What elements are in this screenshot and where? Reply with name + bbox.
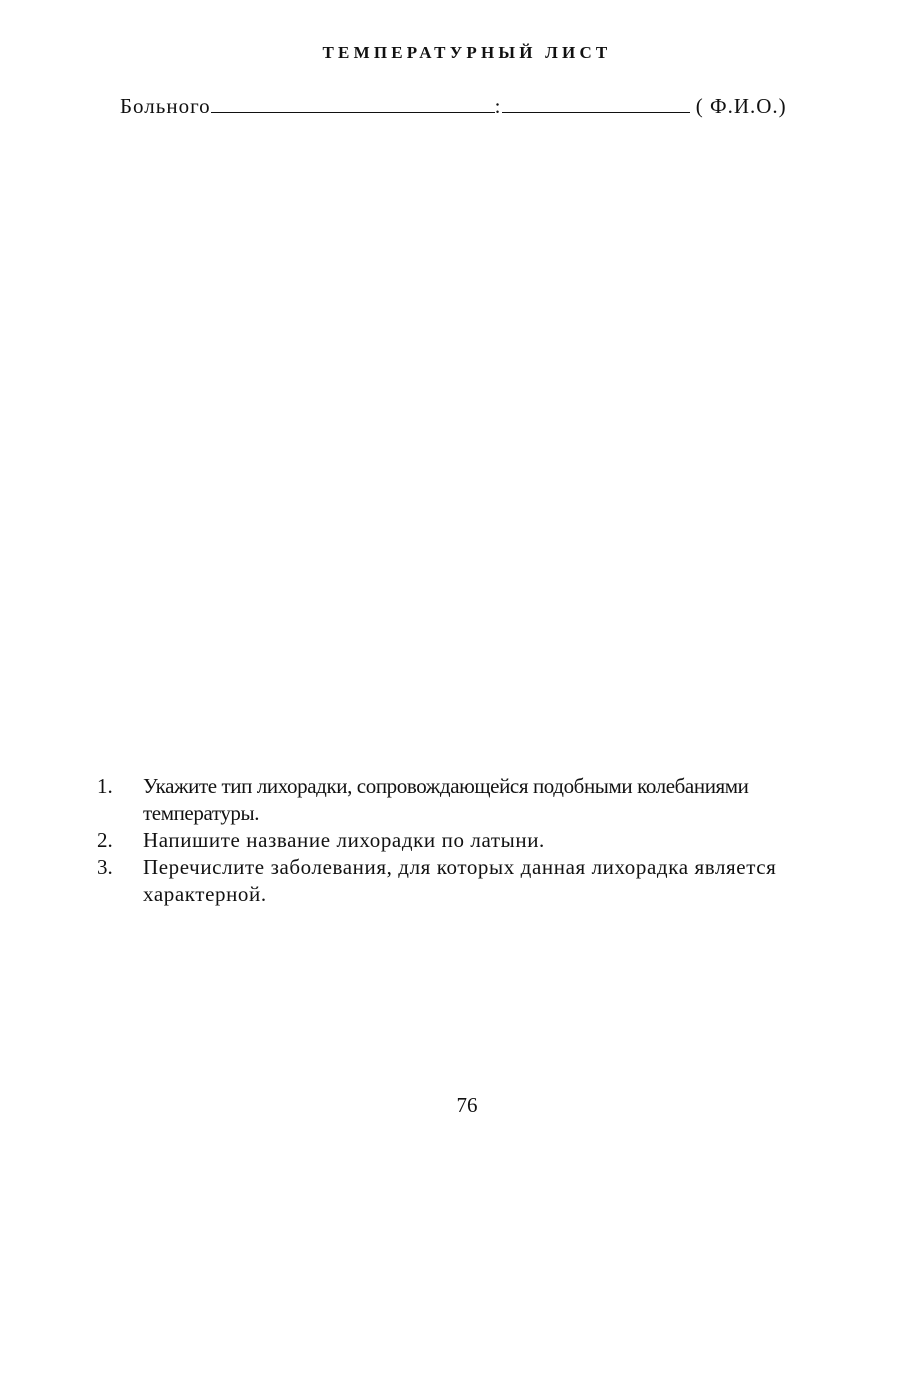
patient-label: Больного (120, 94, 211, 118)
patient-suffix: ( Ф.И.О.) (695, 94, 787, 118)
question-text: Перечислите заболевания, для которых данная лихорадка является характерной. (143, 855, 777, 906)
question-number: 2. (97, 828, 113, 852)
question-list (97, 773, 837, 908)
list-item (97, 827, 837, 854)
question-number: 3. (97, 855, 113, 879)
question-text: Укажите тип лихорадки, сопровождающейся подобными колебаниями температуры. (143, 774, 749, 825)
page-number: 76 (456, 1093, 478, 1117)
patient-name-blank-2 (502, 94, 690, 113)
question-text: Напишите название лихорадки по латыни. (143, 828, 545, 852)
patient-name-blank (211, 94, 495, 113)
patient-separator: : (494, 94, 502, 118)
page-title: ТЕМПЕРАТУРНЫЙ ЛИСТ (322, 43, 612, 62)
patient-name-line (120, 94, 787, 119)
list-item (97, 773, 837, 827)
question-number: 1. (97, 774, 113, 798)
list-item (97, 854, 837, 908)
